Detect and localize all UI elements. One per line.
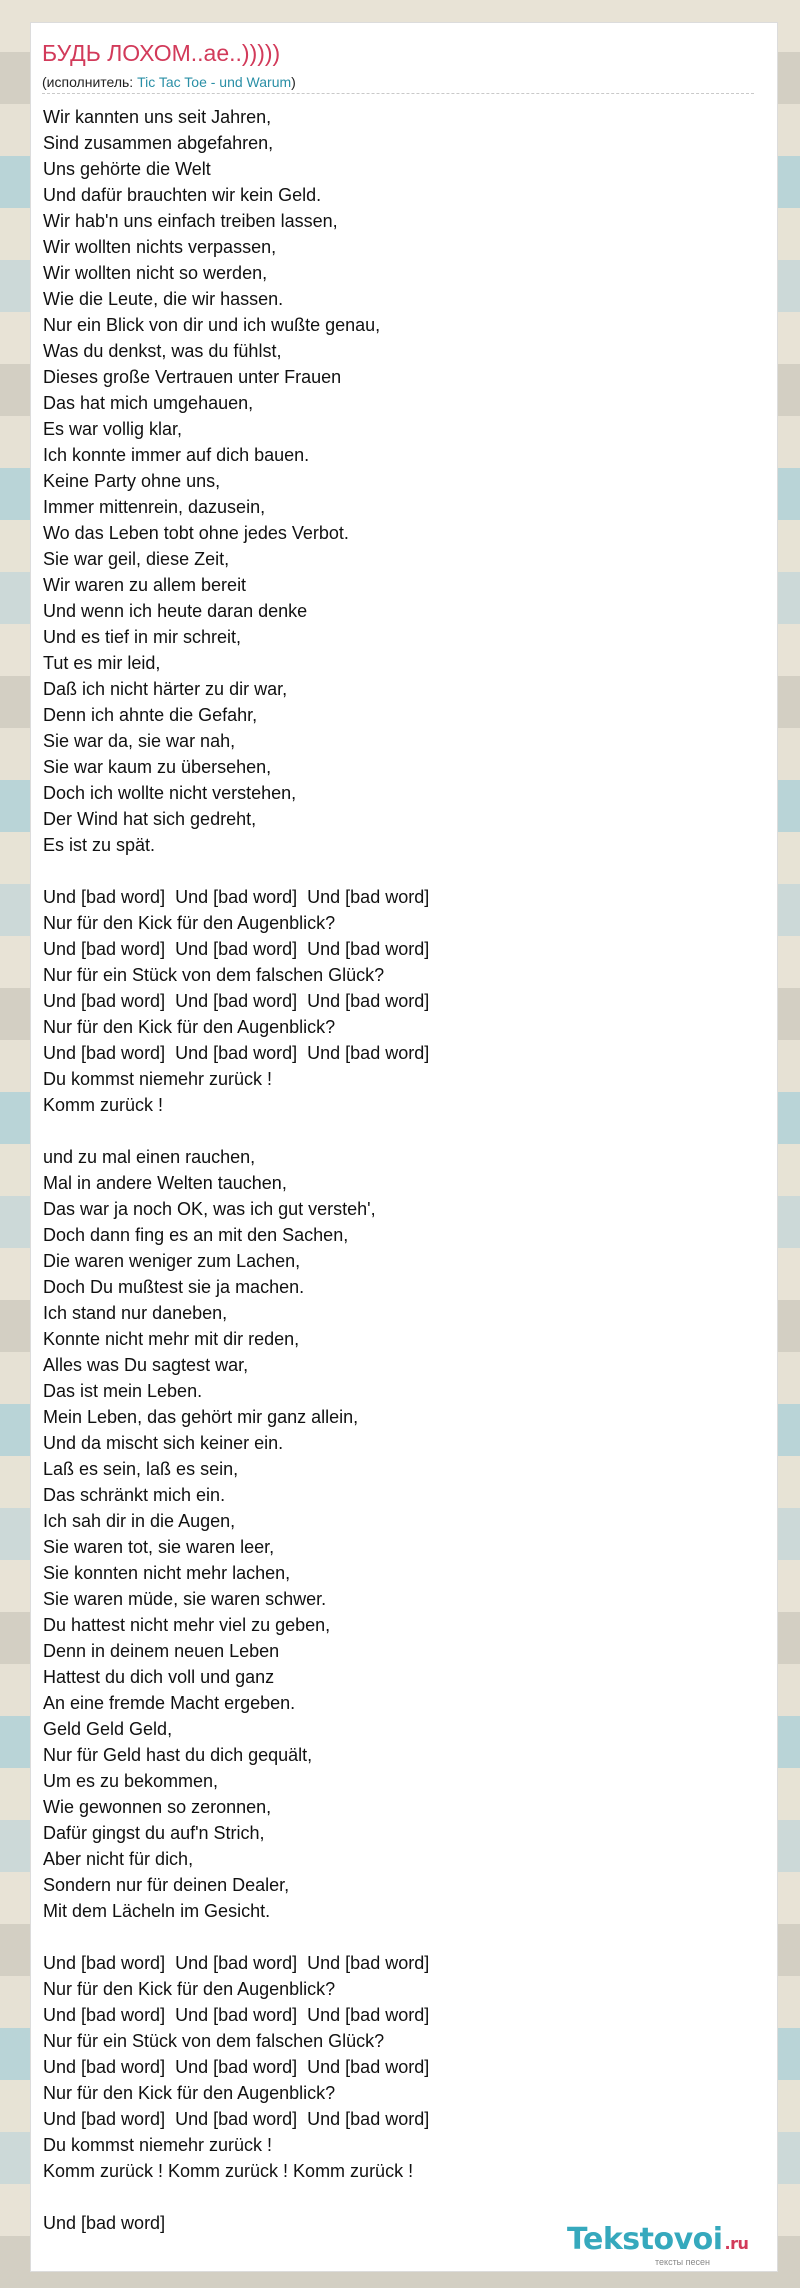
lyrics-blank-line: [43, 858, 429, 884]
lyrics-line: Ich konnte immer auf dich bauen.: [43, 445, 310, 465]
lyrics-line: Mein Leben, das gehört mir ganz allein,: [43, 1407, 359, 1427]
logo-tld: .ru: [724, 2234, 749, 2253]
lyrics-line: Sie waren tot, sie waren leer,: [43, 1537, 275, 1557]
lyrics-line: Alles was Du sagtest war,: [43, 1355, 249, 1375]
performer-link[interactable]: Tic Tac Toe - und Warum: [137, 74, 292, 90]
lyrics-line: Um es zu bekommen,: [43, 1771, 219, 1791]
lyrics-line: Du kommst niemehr zurück !: [43, 2135, 273, 2155]
lyrics-line: Was du denkst, was du fühlst,: [43, 341, 282, 361]
song-title: БУДЬ ЛОХОМ..ae..))))): [42, 40, 281, 66]
lyrics-line: Die waren weniger zum Lachen,: [43, 1251, 301, 1271]
lyrics-line: Und es tief in mir schreit,: [43, 627, 242, 647]
logo-name: Tekstovoi: [567, 2222, 723, 2257]
lyrics-line: Das ist mein Leben.: [43, 1381, 203, 1401]
lyrics-line: Das schränkt mich ein.: [43, 1485, 226, 1505]
lyrics-line: Sondern nur für deinen Dealer,: [43, 1875, 290, 1895]
lyrics-line: Ich stand nur daneben,: [43, 1303, 228, 1323]
performer-prefix: (исполнитель:: [42, 74, 138, 90]
lyrics-line: Aber nicht für dich,: [43, 1849, 194, 1869]
lyrics-line: Und [bad word] Und [bad word] Und [bad word]: [43, 1953, 430, 1973]
performer-suffix: ): [291, 74, 296, 90]
lyrics-line: Nur für ein Stück von dem falschen Glück?: [43, 965, 385, 985]
lyrics-line: Der Wind hat sich gedreht,: [43, 809, 257, 829]
lyrics-line: Nur für den Kick für den Augenblick?: [43, 1017, 336, 1037]
lyrics-line: Und [bad word] Und [bad word] Und [bad word]: [43, 2005, 430, 2025]
lyrics-blank-line: [43, 1924, 429, 1950]
lyrics-line: Wie gewonnen so zeronnen,: [43, 1797, 272, 1817]
lyrics-line: Laß es sein, laß es sein,: [43, 1459, 239, 1479]
lyrics-line: Sie waren müde, sie waren schwer.: [43, 1589, 327, 1609]
lyrics-line: Und [bad word] Und [bad word] Und [bad word]: [43, 2109, 430, 2129]
lyrics-line: Sind zusammen abgefahren,: [43, 133, 274, 153]
lyrics-line: Wir waren zu allem bereit: [43, 575, 247, 595]
lyrics-line: Dieses große Vertrauen unter Frauen: [43, 367, 342, 387]
lyrics-line: Und [bad word] Und [bad word] Und [bad word]: [43, 887, 430, 907]
lyrics-line: Wie die Leute, die wir hassen.: [43, 289, 284, 309]
lyrics-line: Doch dann fing es an mit den Sachen,: [43, 1225, 349, 1245]
lyrics-line: Komm zurück !: [43, 1095, 164, 1115]
lyrics-blank-line: [43, 1118, 429, 1144]
lyrics-line: Denn in deinem neuen Leben: [43, 1641, 280, 1661]
lyrics-line: Und [bad word]: [43, 2213, 166, 2233]
lyrics-line: An eine fremde Macht ergeben.: [43, 1693, 296, 1713]
lyrics-line: Doch Du mußtest sie ja machen.: [43, 1277, 305, 1297]
lyrics-line: Nur für den Kick für den Augenblick?: [43, 913, 336, 933]
performer-line: [42, 74, 296, 90]
lyrics-line: Es ist zu spät.: [43, 835, 156, 855]
lyrics-line: Und da mischt sich keiner ein.: [43, 1433, 284, 1453]
lyrics-line: Dafür gingst du auf'n Strich,: [43, 1823, 265, 1843]
logo-tagline: тексты песен: [655, 2257, 711, 2267]
lyrics-line: Und [bad word] Und [bad word] Und [bad word]: [43, 991, 430, 1011]
lyrics-line: Und wenn ich heute daran denke: [43, 601, 308, 621]
lyrics-line: Und [bad word] Und [bad word] Und [bad word]: [43, 2057, 430, 2077]
lyrics-line: Wir hab'n uns einfach treiben lassen,: [43, 211, 338, 231]
header-divider: [42, 93, 754, 94]
lyrics-line: Das hat mich umgehauen,: [43, 393, 254, 413]
lyrics-line: Uns gehörte die Welt: [43, 159, 211, 179]
lyrics-line: Denn ich ahnte die Gefahr,: [43, 705, 258, 725]
lyrics-line: Sie war da, sie war nah,: [43, 731, 236, 751]
lyrics-line: Das war ja noch OK, was ich gut versteh',: [43, 1199, 376, 1219]
lyrics-line: Wir wollten nicht so werden,: [43, 263, 268, 283]
lyrics-line: Und [bad word] Und [bad word] Und [bad word]: [43, 939, 430, 959]
lyrics-line: Und [bad word] Und [bad word] Und [bad word]: [43, 1043, 430, 1063]
lyrics-line: Nur für ein Stück von dem falschen Glück?: [43, 2031, 385, 2051]
lyrics-line: Hattest du dich voll und ganz: [43, 1667, 275, 1687]
lyrics-line: Keine Party ohne uns,: [43, 471, 221, 491]
lyrics-line: Wo das Leben tobt ohne jedes Verbot.: [43, 523, 349, 543]
lyrics-line: Nur für den Kick für den Augenblick?: [43, 2083, 336, 2103]
lyrics-line: Du hattest nicht mehr viel zu geben,: [43, 1615, 331, 1635]
lyrics-line: Tut es mir leid,: [43, 653, 161, 673]
lyrics-line: Es war vollig klar,: [43, 419, 183, 439]
lyrics-line: und zu mal einen rauchen,: [43, 1147, 256, 1167]
lyrics-line: Und dafür brauchten wir kein Geld.: [43, 185, 322, 205]
lyrics-line: Nur für den Kick für den Augenblick?: [43, 1979, 336, 1999]
lyrics-line: Doch ich wollte nicht verstehen,: [43, 783, 297, 803]
lyrics-blank-line: [43, 2184, 429, 2210]
lyrics-line: Ich sah dir in die Augen,: [43, 1511, 236, 1531]
lyrics-line: Mal in andere Welten tauchen,: [43, 1173, 287, 1193]
lyrics-line: Daß ich nicht härter zu dir war,: [43, 679, 288, 699]
lyrics-text: [43, 104, 429, 2236]
lyrics-line: Nur für Geld hast du dich gequält,: [43, 1745, 313, 1765]
lyrics-line: Sie konnten nicht mehr lachen,: [43, 1563, 291, 1583]
lyrics-line: Du kommst niemehr zurück !: [43, 1069, 273, 1089]
site-logo[interactable]: [567, 2222, 748, 2257]
lyrics-line: Mit dem Lächeln im Gesicht.: [43, 1901, 271, 1921]
lyrics-line: Sie war kaum zu übersehen,: [43, 757, 272, 777]
lyrics-line: Komm zurück ! Komm zurück ! Komm zurück !: [43, 2161, 414, 2181]
lyrics-line: Konnte nicht mehr mit dir reden,: [43, 1329, 300, 1349]
lyrics-line: Wir kannten uns seit Jahren,: [43, 107, 272, 127]
lyrics-line: Wir wollten nichts verpassen,: [43, 237, 277, 257]
lyrics-line: Nur ein Blick von dir und ich wußte genau,: [43, 315, 381, 335]
lyrics-line: Immer mittenrein, dazusein,: [43, 497, 266, 517]
lyrics-line: Sie war geil, diese Zeit,: [43, 549, 230, 569]
lyrics-line: Geld Geld Geld,: [43, 1719, 173, 1739]
